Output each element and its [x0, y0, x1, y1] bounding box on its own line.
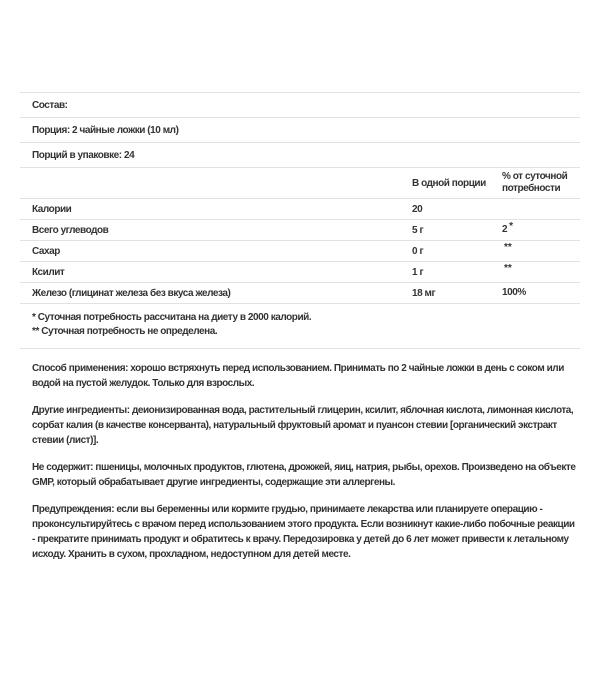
nutrient-daily-value: [502, 242, 580, 257]
bottom-whitespace: [20, 562, 580, 622]
footnote-dv-basis: * Суточная потребность рассчитана на диету в 2000 калорий.: [32, 312, 312, 323]
nutrient-row: [20, 283, 580, 304]
supplement-facts-panel: [20, 92, 580, 622]
warnings: Предупреждения: если вы беременны или кормите грудью, принимаете лекарства или планируете операцию - проконсультируйтесь с врачом перед использованием этого продукта. Если возникнут какие-либо побочные реакции - прекратите принимать продукт и обратитесь к врачу. Передозировка у детей до 6 лет может привести к летальному исходу. Хранить в сухом, прохладном, недоступном для детей месте.: [32, 504, 575, 560]
nutrient-row: [20, 199, 580, 220]
dv-asterisk: **: [504, 263, 512, 274]
nutrient-name: Ксилит: [32, 266, 65, 278]
dv-number: 2: [502, 224, 508, 235]
composition-title: Состав:: [32, 99, 68, 111]
nutrient-name: Всего углеводов: [32, 224, 109, 236]
other-ingredients: Другие ингредиенты: деионизированная вода, растительный глицерин, ксилит, яблочная кислота, лимонная кислота, сорбат калия (в качестве консерванта), натуральный фруктовый аромат и пуансон стевии [органический экстракт стевии (лист)].: [32, 405, 574, 446]
nutrient-daily-value: [502, 287, 580, 299]
nutrient-daily-value: [502, 203, 580, 215]
serving-size-row: [20, 118, 580, 143]
usage-instructions: Способ применения: хорошо встряхнуть перед использованием. Принимать по 2 чайные ложки в день с соком или водой на пустой желудок. Только для взрослых.: [32, 363, 564, 389]
nutrient-row: [20, 262, 580, 283]
nutrient-row: [20, 220, 580, 241]
nutrient-name: Сахар: [32, 245, 60, 257]
servings-count-row: [20, 143, 580, 168]
col-header-daily-value: % от суточной потребности: [502, 171, 568, 194]
nutrient-daily-value: [502, 221, 580, 236]
footnote-dv-not-established: ** Суточная потребность не определена.: [32, 326, 218, 337]
nutrient-row: [20, 241, 580, 262]
serving-size-text: Порция: 2 чайные ложки (10 мл): [32, 124, 179, 136]
allergen-info: Не содержит: пшеницы, молочных продуктов, глютена, дрожжей, яиц, натрия, рыбы, орехов. Произведено на объекте GMP, который обрабатывает другие ингредиенты, содержащие эти аллергены.: [32, 462, 576, 488]
footnotes-block: [20, 304, 580, 349]
nutrient-amount: 0 г: [412, 245, 424, 257]
nutrient-name: Калории: [32, 203, 72, 215]
dv-number: 100%: [502, 287, 526, 298]
facts-table-header: [20, 168, 580, 199]
nutrient-name: Железо (глицинат железа без вкуса железа): [32, 287, 231, 299]
nutrient-daily-value: [502, 263, 580, 278]
servings-count-text: Порций в упаковке: 24: [32, 149, 135, 161]
composition-row: [20, 93, 580, 118]
dv-asterisk: *: [509, 221, 514, 232]
dv-asterisk: **: [504, 242, 512, 253]
nutrient-amount: 18 мг: [412, 287, 436, 299]
nutrient-amount: 20: [412, 203, 423, 215]
col-header-amount: В одной порции: [412, 177, 486, 189]
nutrient-amount: 5 г: [412, 224, 424, 236]
nutrient-amount: 1 г: [412, 266, 424, 278]
